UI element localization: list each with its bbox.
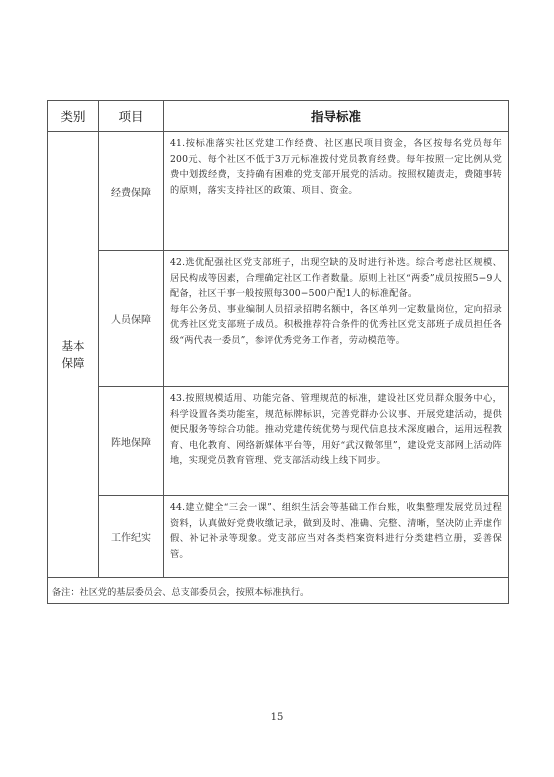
- category-label-line2: 保障: [61, 355, 85, 370]
- item-cell: 人员保障: [99, 251, 164, 387]
- table-row: [48, 251, 509, 387]
- table-header-row: [48, 101, 509, 132]
- table-note: 备注：社区党的基层委员会、总支部委员会，按照本标准执行。: [48, 578, 509, 604]
- standard-cell: [164, 387, 509, 496]
- table-row: [48, 387, 509, 496]
- page-number: 15: [270, 712, 284, 723]
- table-note-row: [48, 578, 509, 604]
- category-cell: [48, 132, 99, 578]
- item-cell: 经费保障: [99, 132, 164, 251]
- standard-paragraph: 43.按照规模适用、功能完备、管理规范的标准，建设社区党员群众服务中心，科学设置各类功能室，规范标牌标识，完善党群办公议事、开展党建活动，提供便民服务等综合功能。推动党建传统优势与现代信息技术深度融合，运用远程教育、电化教育、网络新媒体平台等，用好“武汉微邻里”，建设党支部网上活动阵地，实现党员教育管理、党支部活动线上线下同步。: [170, 393, 502, 467]
- header-item: 项目: [99, 101, 164, 132]
- header-standard: 指导标准: [164, 101, 509, 132]
- item-cell: 工作纪实: [99, 496, 164, 578]
- item-cell: 阵地保障: [99, 387, 164, 496]
- table-row: [48, 496, 509, 578]
- standards-table: [47, 100, 509, 604]
- standard-paragraph: 44.建立健全“三会一课”、组织生活会等基础工作台账，收集整理发展党员过程资料，认真做好党费收缴记录，做到及时、准确、完整、清晰，坚决防止弄虚作假、补记补录等现象。党支部应当对各类档案资料进行分类建档立册，妥善保管。: [170, 502, 502, 560]
- standard-cell: [164, 496, 509, 578]
- header-category: 类别: [48, 101, 99, 132]
- table-row: [48, 132, 509, 251]
- category-label-line1: 基本: [61, 338, 85, 353]
- standard-cell: [164, 251, 509, 387]
- standard-paragraph: 每年公务员、事业编制人员招录招聘名额中，各区单列一定数量岗位，定向招录优秀社区党支部班子成员。积极推荐符合条件的优秀社区党支部班子成员担任各级“两代表一委员”，参评优秀党务工作者，劳动模范等。: [170, 303, 502, 346]
- standard-paragraph: 42.选优配强社区党支部班子，出现空缺的及时进行补选。综合考虑社区规模、居民构成等因素，合理确定社区工作者数量。原则上社区“两委”成员按照5−9人配备，社区干事一般按照每300−500户配1人的标准配备。: [170, 257, 502, 300]
- standard-cell: [164, 132, 509, 251]
- standard-paragraph: 41.按标准落实社区党建工作经费、社区惠民项目资金，各区按每名党员每年200元、每个社区不低于3万元标准拨付党员教育经费。每年按照一定比例从党费中划拨经费，支持确有困难的党支部开展党的活动。按照权随责走，费随事转的原则，落实支持社区的政策、项目、资金。: [170, 138, 502, 196]
